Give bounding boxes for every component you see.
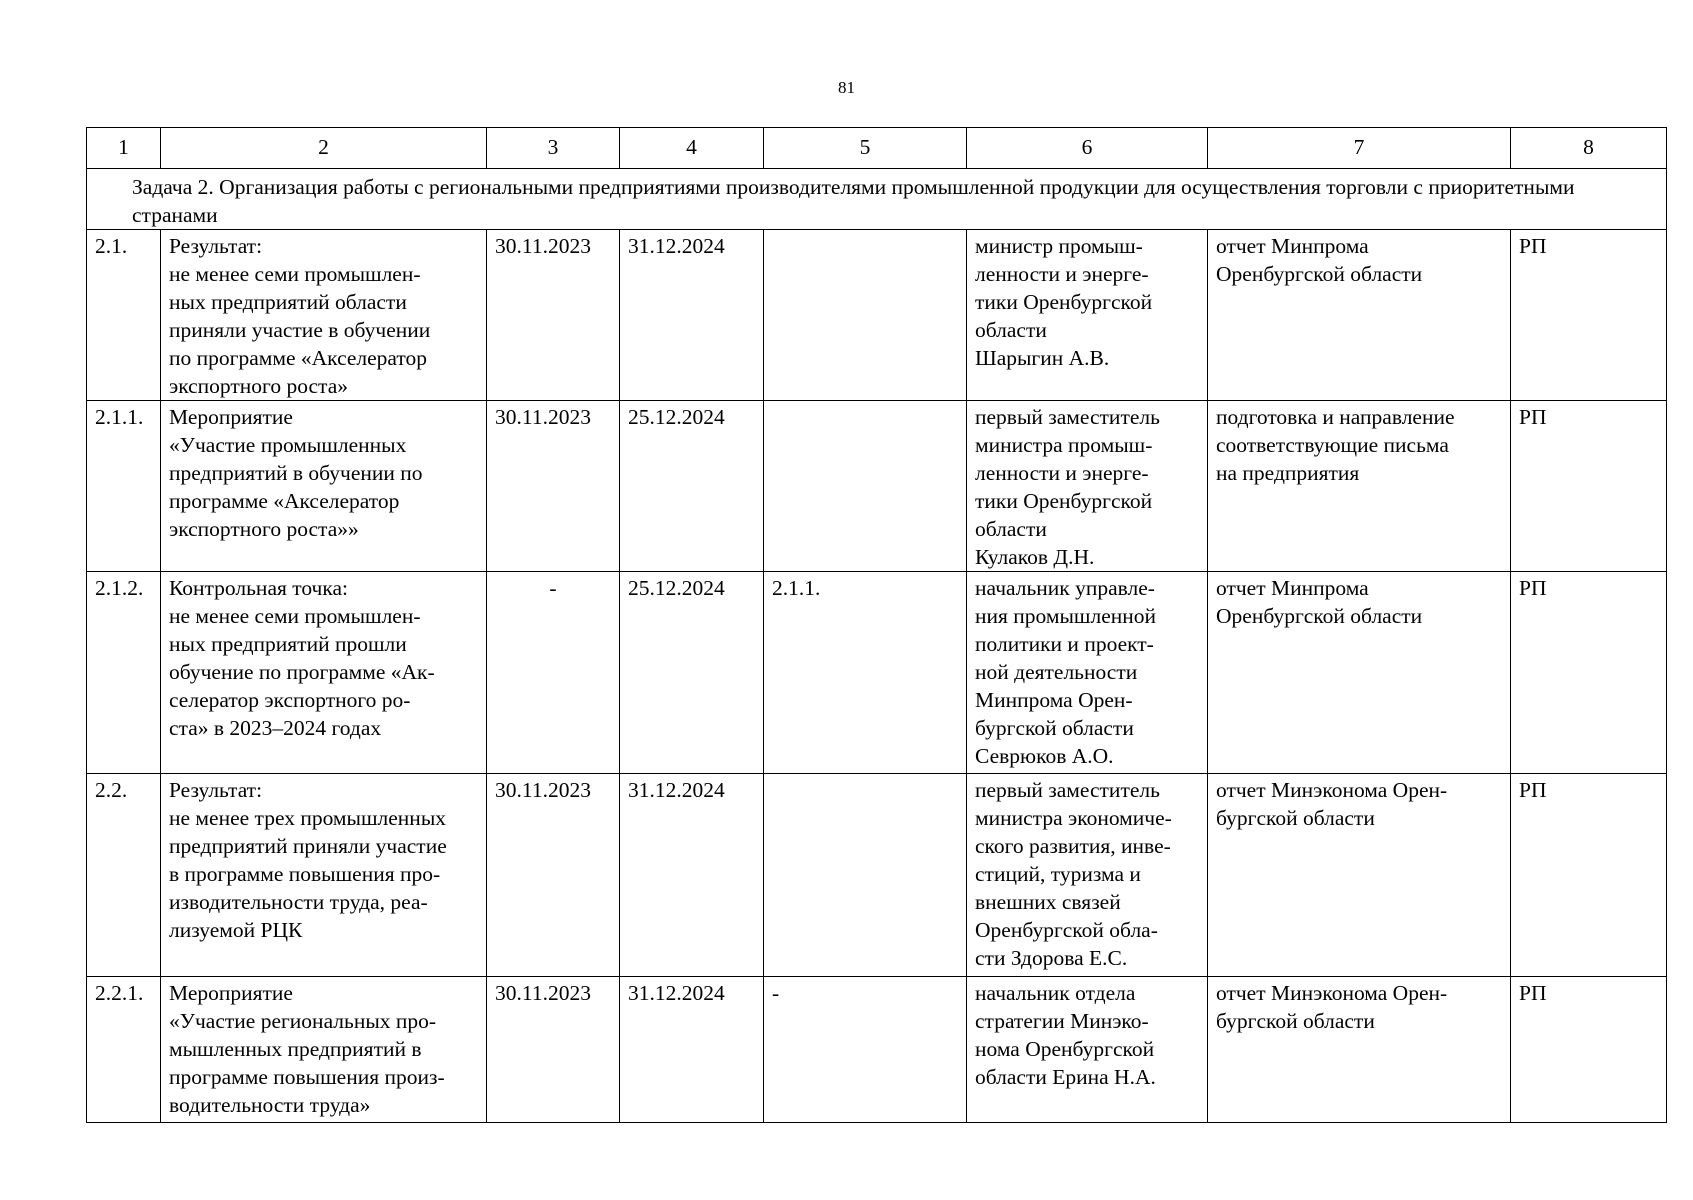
row-responsible: начальник отдела стратегии Минэко- нома Оренбургской области Ерина Н.А. xyxy=(967,977,1208,1123)
row-end-date: 25.12.2024 xyxy=(620,572,764,774)
row-level: РП xyxy=(1511,977,1667,1123)
table-row xyxy=(87,774,1667,977)
row-number: 2.1.1. xyxy=(87,401,161,572)
header-cell: 3 xyxy=(487,128,620,169)
row-link xyxy=(764,230,967,401)
table-row xyxy=(87,401,1667,572)
row-level: РП xyxy=(1511,230,1667,401)
row-result: отчет Минпрома Оренбургской области xyxy=(1208,572,1511,774)
row-level: РП xyxy=(1511,774,1667,977)
row-number: 2.2.1. xyxy=(87,977,161,1123)
row-end-date: 31.12.2024 xyxy=(620,230,764,401)
row-name: Мероприятие «Участие региональных про- мышленных предприятий в программе повышения произ- водительности труда» xyxy=(161,977,487,1123)
table-row xyxy=(87,572,1667,774)
header-cell: 7 xyxy=(1208,128,1511,169)
row-link xyxy=(764,774,967,977)
row-number: 2.2. xyxy=(87,774,161,977)
row-responsible: первый заместитель министра экономиче- ского развития, инве- стиций, туризма и внешних связей Оренбургской обла- сти Здорова Е.С. xyxy=(967,774,1208,977)
row-start-date: - xyxy=(487,572,620,774)
row-end-date: 25.12.2024 xyxy=(620,401,764,572)
header-cell: 2 xyxy=(161,128,487,169)
header-cell: 6 xyxy=(967,128,1208,169)
row-start-date: 30.11.2023 xyxy=(487,977,620,1123)
row-end-date: 31.12.2024 xyxy=(620,774,764,977)
header-cell: 4 xyxy=(620,128,764,169)
row-name: Контрольная точка: не менее семи промышлен- ных предприятий прошли обучение по программе «Ак- селератор экспортного ро- ста» в 2023–2024 годах xyxy=(161,572,487,774)
row-link xyxy=(764,401,967,572)
row-number: 2.1. xyxy=(87,230,161,401)
row-link: 2.1.1. xyxy=(764,572,967,774)
row-responsible: начальник управле- ния промышленной политики и проект- ной деятельности Минпрома Орен- бургской области Севрюков А.О. xyxy=(967,572,1208,774)
row-level: РП xyxy=(1511,401,1667,572)
row-link: - xyxy=(764,977,967,1123)
row-responsible: министр промыш- ленности и энерге- тики Оренбургской области Шарыгин А.В. xyxy=(967,230,1208,401)
header-cell: 8 xyxy=(1511,128,1667,169)
row-level: РП xyxy=(1511,572,1667,774)
header-row xyxy=(87,128,1667,169)
row-result: отчет Минэконома Орен- бургской области xyxy=(1208,774,1511,977)
row-name: Результат: не менее семи промышлен- ных предприятий области приняли участие в обучении по программе «Акселератор экспортного роста» xyxy=(161,230,487,401)
task-row xyxy=(87,169,1667,230)
row-name: Мероприятие «Участие промышленных предприятий в обучении по программе «Акселератор экспортного роста»» xyxy=(161,401,487,572)
page-number: 81 xyxy=(838,78,855,97)
row-start-date: 30.11.2023 xyxy=(487,230,620,401)
row-result: отчет Минэконома Орен- бургской области xyxy=(1208,977,1511,1123)
row-name: Результат: не менее трех промышленных предприятий приняли участие в программе повышения про- изводительности труда, реа- лизуемой РЦК xyxy=(161,774,487,977)
row-number: 2.1.2. xyxy=(87,572,161,774)
row-responsible: первый заместитель министра промыш- ленности и энерге- тики Оренбургской области Кулаков Д.Н. xyxy=(967,401,1208,572)
header-cell: 5 xyxy=(764,128,967,169)
row-result: подготовка и направление соответствующие письма на предприятия xyxy=(1208,401,1511,572)
header-cell: 1 xyxy=(87,128,161,169)
row-start-date: 30.11.2023 xyxy=(487,774,620,977)
row-end-date: 31.12.2024 xyxy=(620,977,764,1123)
task-title: Задача 2. Организация работы с региональными предприятиями производителями промышленной продукции для осуществления торговли с приоритетными странами xyxy=(87,169,1667,230)
row-start-date: 30.11.2023 xyxy=(487,401,620,572)
table-row xyxy=(87,977,1667,1123)
table-row xyxy=(87,230,1667,401)
plan-table xyxy=(86,127,1667,1123)
row-result: отчет Минпрома Оренбургской области xyxy=(1208,230,1511,401)
